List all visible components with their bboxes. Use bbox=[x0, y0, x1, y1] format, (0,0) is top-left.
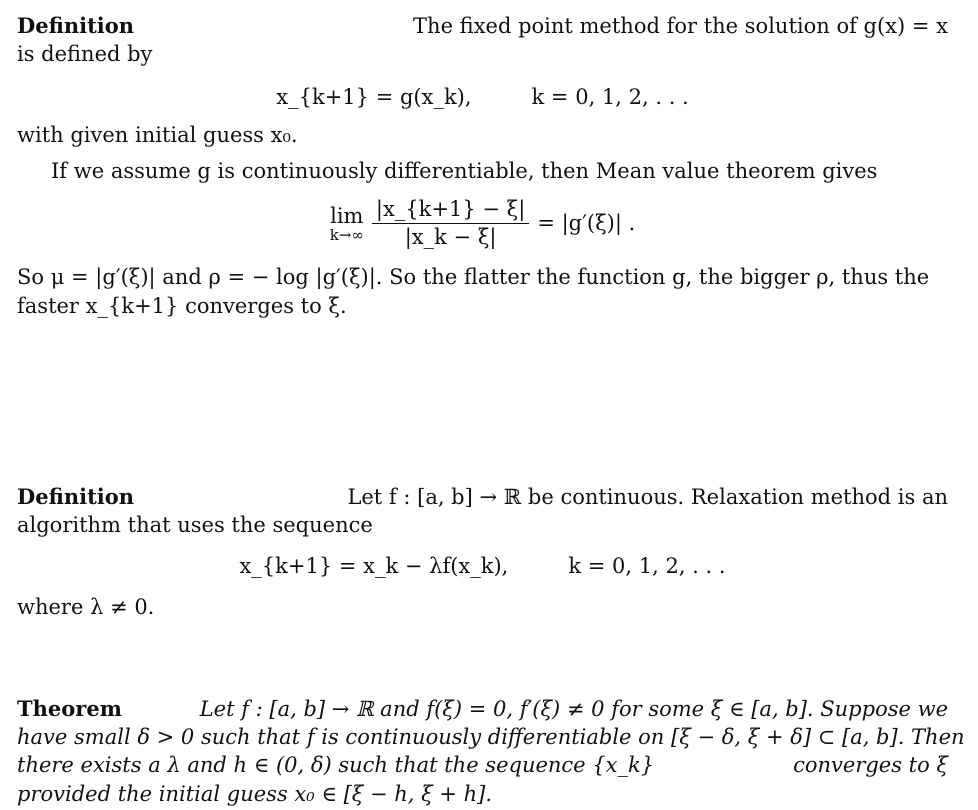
theorem-text-line3-left: there exists a λ and h ∈ (0, δ) such that the sequence {x_k} bbox=[17, 753, 655, 777]
equation-lhs: x_{k+1} = x_k − λf(x_k), bbox=[239, 554, 509, 578]
fixed-point-equation bbox=[17, 83, 948, 112]
equation-index-range: k = 0, 1, 2, . . . bbox=[568, 554, 726, 578]
definition-heading: Definition bbox=[17, 484, 135, 509]
theorem-text-line3-right: converges to ξ bbox=[793, 753, 948, 777]
definition-text: Let f : [a, b] → ℝ be continuous. Relaxation method is an bbox=[347, 485, 948, 509]
convergence-text-line2: faster x_{k+1} converges to ξ. bbox=[17, 294, 347, 318]
definition-fixed-point-header bbox=[17, 11, 948, 41]
limit-rhs: = |g′(ξ)| . bbox=[537, 211, 636, 235]
mean-value-text: If we assume g is continuously differentiable, then Mean value theorem gives bbox=[51, 159, 878, 183]
limit-fraction bbox=[372, 196, 529, 251]
convergence-text bbox=[17, 263, 948, 293]
theorem-text: Let f : [a, b] → ℝ and f(ξ) = 0, f′(ξ) ≠ 0 for some ξ ∈ [a, b]. Suppose we bbox=[199, 697, 948, 721]
definition-text-line: algorithm that uses the sequence bbox=[17, 513, 373, 537]
convergence-text-line1: So μ = |g′(ξ)| and ρ = − log |g′(ξ)|. So the flatter the function g, the bigger ρ, thus the bbox=[17, 265, 930, 289]
limit-label: lim bbox=[330, 203, 364, 228]
definition-text-line: is defined by bbox=[17, 42, 153, 66]
fraction-numerator: |x_{k+1} − ξ| bbox=[372, 196, 529, 224]
initial-guess-text: with given initial guess x₀. bbox=[17, 123, 298, 147]
theorem-text-line4: provided the initial guess x₀ ∈ [ξ − h, ξ + h]. bbox=[17, 782, 493, 806]
equation-lhs: x_{k+1} = g(x_k), bbox=[276, 85, 472, 109]
equation-index-range: k = 0, 1, 2, . . . bbox=[531, 85, 689, 109]
relaxation-equation bbox=[17, 552, 948, 581]
fraction-denominator: |x_k − ξ| bbox=[404, 225, 497, 249]
theorem-header bbox=[17, 694, 948, 724]
limit-operator bbox=[330, 205, 364, 243]
definition-heading: Definition bbox=[17, 13, 135, 38]
limit-subscript: k→∞ bbox=[329, 225, 364, 244]
definition-text: The fixed point method for the solution of g(x) = x bbox=[413, 14, 948, 38]
theorem-text-line2: have small δ > 0 such that f is continuously differentiable on [ξ − δ, ξ + δ] ⊂ [a, b]. Then bbox=[17, 725, 965, 749]
lambda-condition-text: where λ ≠ 0. bbox=[17, 595, 155, 619]
theorem-text-line3 bbox=[17, 751, 948, 781]
limit-equation bbox=[17, 196, 948, 251]
definition-relaxation-header bbox=[17, 482, 948, 512]
theorem-heading: Theorem bbox=[17, 696, 122, 721]
